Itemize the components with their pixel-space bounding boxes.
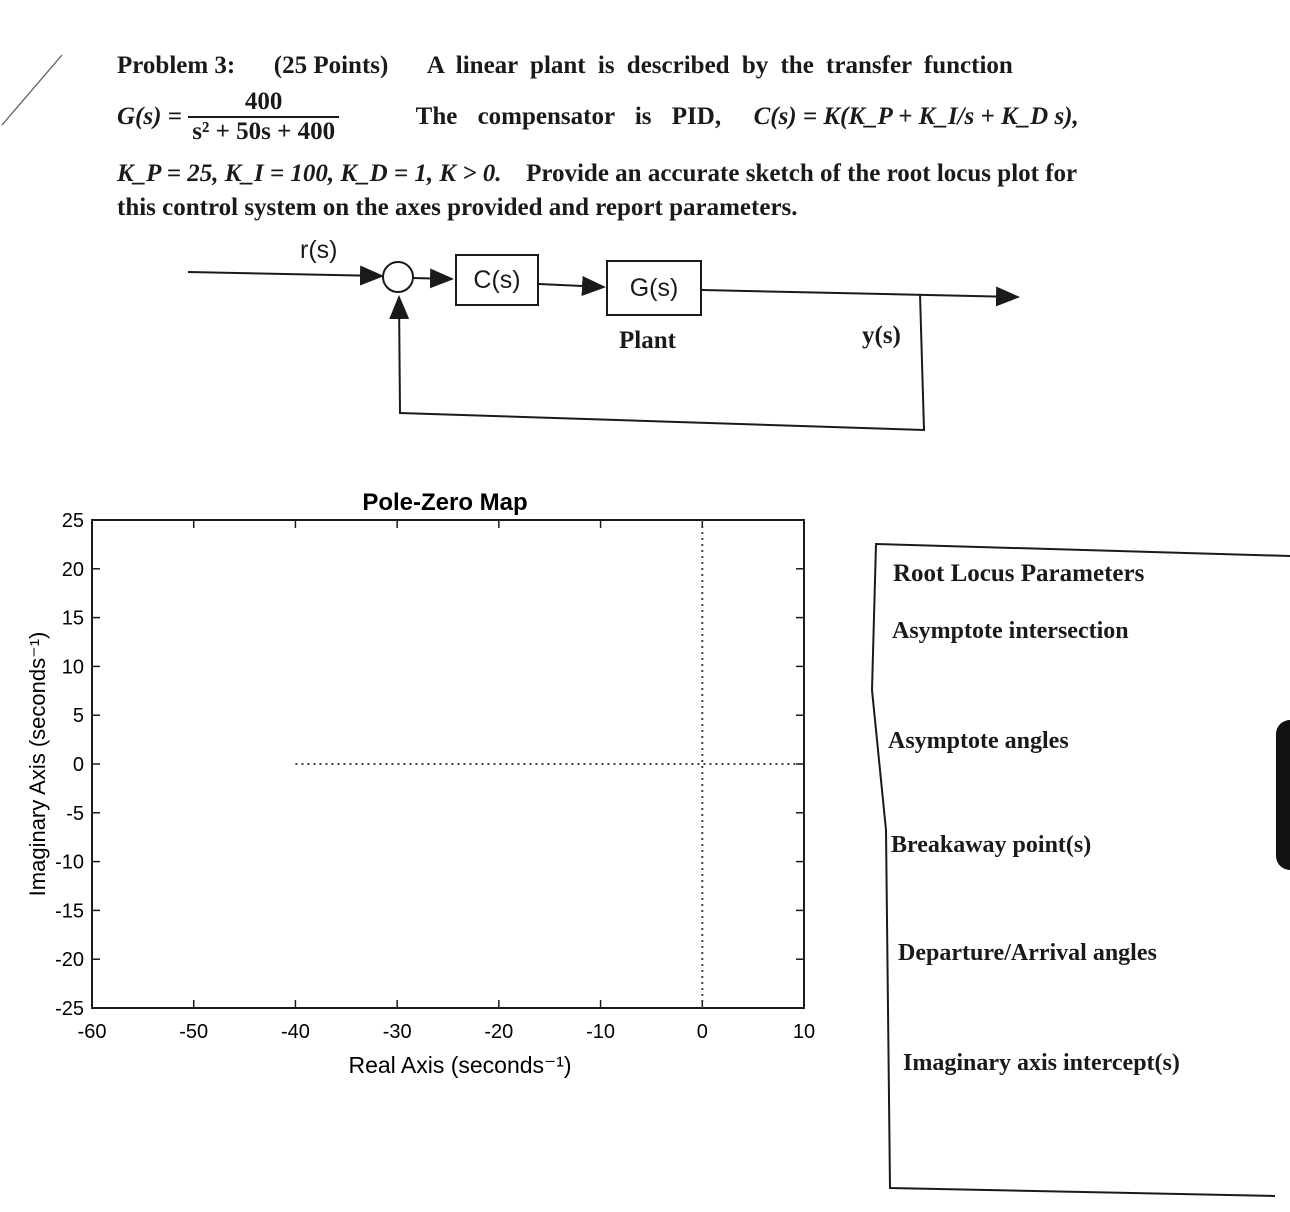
controller-block	[455, 254, 539, 306]
y-tick-label: 10	[61, 656, 84, 679]
x-tick-label: 0	[696, 1021, 708, 1043]
y-tick-label: 0	[72, 754, 84, 776]
compensator-expression: C(s) = K(K_P + K_I/s + K_D s),	[753, 103, 1079, 130]
y-tick-label: -5	[66, 802, 84, 825]
pole-zero-map	[0, 470, 880, 1105]
param-imaginary-axis-intercepts: Imaginary axis intercept(s)	[903, 1050, 1180, 1076]
plant-tf-numerator: 400	[188, 88, 339, 118]
task-line-2: this control system on the axes provided and report parameters.	[117, 194, 798, 221]
y-tick-label: -10	[55, 851, 84, 874]
x-tick-labels	[78, 1021, 816, 1043]
x-tick-label: -20	[484, 1021, 514, 1043]
params-title: Root Locus Parameters	[893, 560, 1145, 587]
diagram-wires	[0, 0, 1290, 450]
x-axis-label: Real Axis (seconds⁻¹)	[348, 1052, 572, 1078]
task-line-1: Provide an accurate sketch of the root locus plot for	[526, 160, 1078, 187]
x-tick-label: -40	[280, 1021, 310, 1043]
compensator-text: The compensator is PID,	[415, 103, 722, 130]
problem-heading: Problem 3:	[117, 52, 236, 79]
junction-to-controller-arrow	[413, 278, 452, 279]
page-edge-shadow	[1276, 720, 1290, 870]
param-departure-arrival-angles: Departure/Arrival angles	[898, 940, 1157, 966]
plant-tf-lhs: G(s) =	[117, 103, 182, 130]
input-label: r(s)	[300, 236, 338, 264]
y-tick-label: 20	[61, 558, 84, 581]
x-tick-label: -10	[586, 1021, 616, 1043]
y-tick-label: -20	[55, 949, 84, 972]
y-tick-label: 15	[61, 607, 84, 630]
y-axis-label: Imaginary Axis (seconds⁻¹)	[25, 631, 50, 897]
y-tick-labels	[55, 510, 84, 1020]
y-tick-label: 25	[61, 510, 84, 532]
problem-points: (25 Points)	[273, 52, 389, 79]
y-tick-label: -25	[55, 998, 84, 1020]
plant-tf-denominator: s² + 50s + 400	[192, 118, 336, 145]
input-arrow	[188, 272, 382, 276]
x-tick-label: 10	[792, 1021, 816, 1043]
gain-values: K_P = 25, K_I = 100, K_D = 1, K > 0.	[117, 160, 502, 187]
param-asymptote-intersection: Asymptote intersection	[892, 618, 1129, 644]
summing-junction	[383, 262, 413, 292]
output-label: y(s)	[862, 322, 901, 349]
controller-label: C(s)	[473, 265, 521, 294]
controller-to-plant-arrow	[539, 284, 604, 287]
x-tick-label: -30	[382, 1021, 412, 1043]
plant-block	[606, 260, 702, 316]
pole-zero-map-svg	[0, 470, 880, 1100]
param-breakaway-points: Breakaway point(s)	[891, 832, 1092, 858]
axis-ticks	[92, 520, 804, 1008]
chart-title: Pole-Zero Map	[362, 489, 528, 516]
y-tick-label: 5	[72, 705, 84, 728]
plant-block-label: G(s)	[629, 273, 679, 302]
y-tick-label: -15	[55, 900, 84, 923]
plant-caption: Plant	[619, 327, 676, 354]
param-asymptote-angles: Asymptote angles	[888, 728, 1069, 754]
x-tick-label: -50	[179, 1021, 209, 1043]
x-tick-label: -60	[77, 1021, 107, 1043]
output-arrow	[702, 290, 1018, 297]
plot-area	[92, 520, 804, 1008]
problem-intro: A linear plant is described by the transfer function	[426, 52, 1013, 79]
